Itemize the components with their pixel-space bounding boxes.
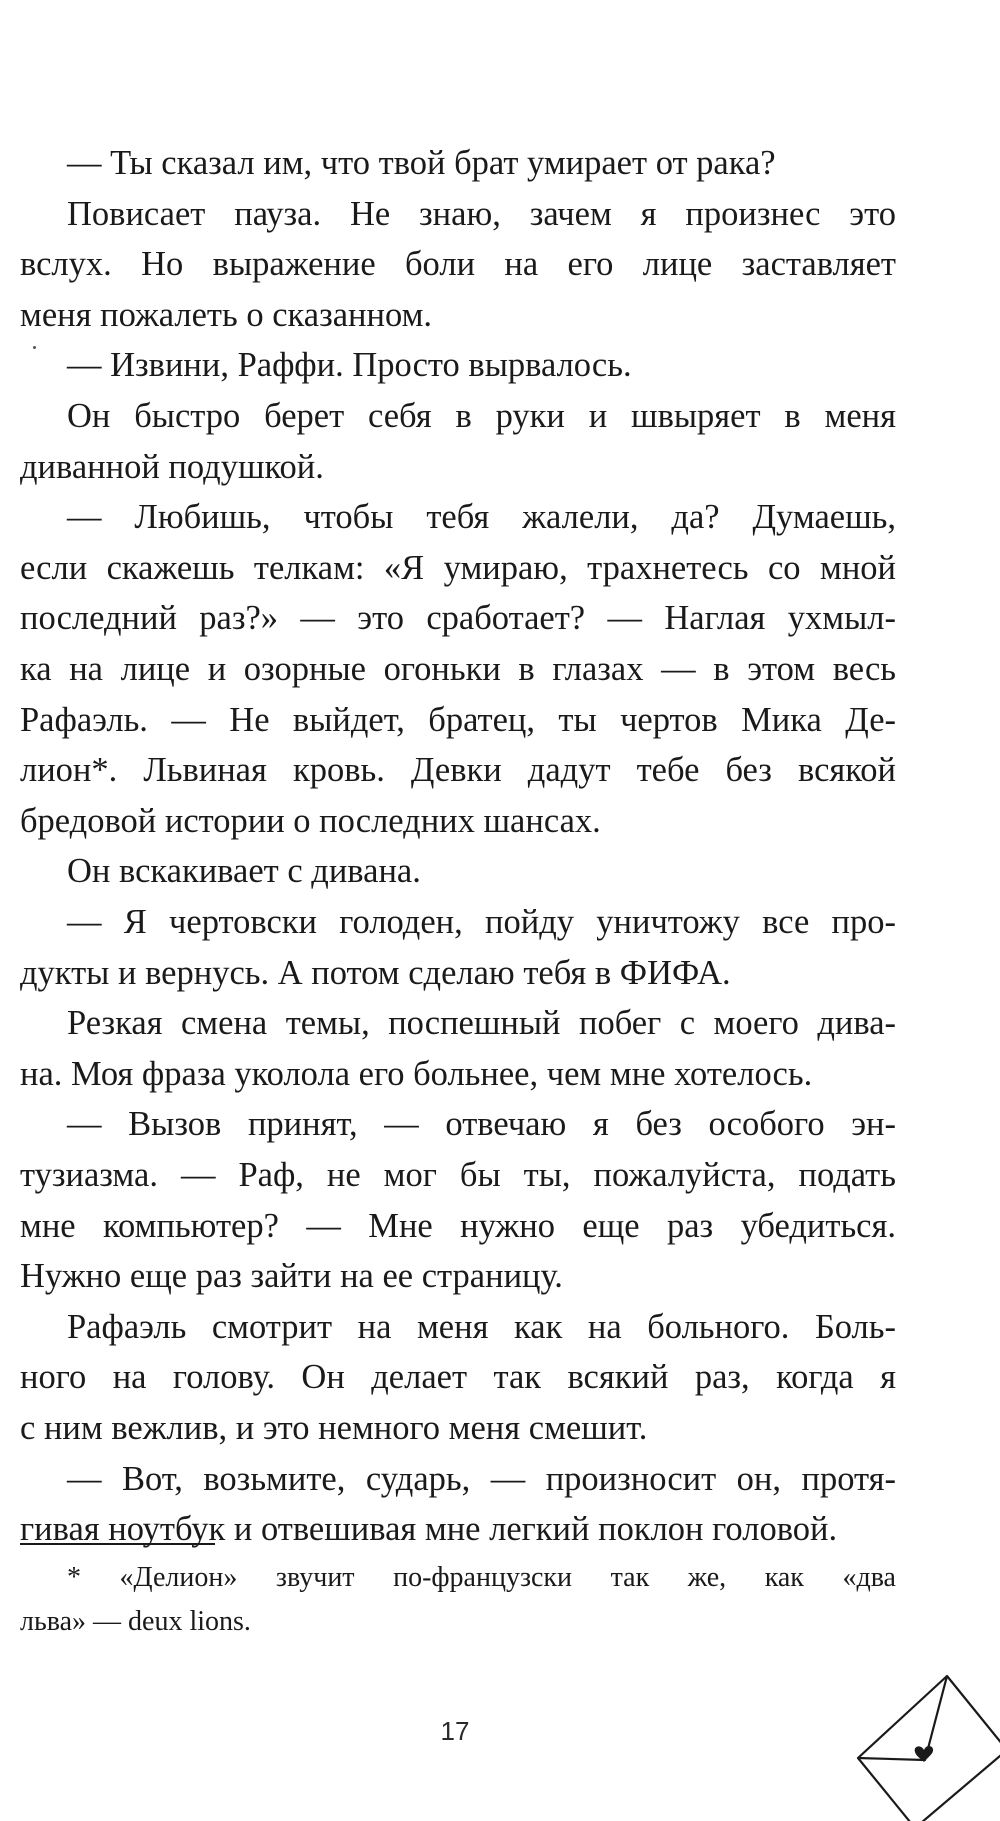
text-line: Он быстро берет себя в руки и швыряет в меня: [67, 397, 896, 435]
text-line: Резкая смена темы, поспешный побег с моего дива-: [67, 1004, 896, 1043]
text-line: диванной подушкой.: [20, 447, 324, 486]
text-line: меня пожалеть о сказанном.: [20, 295, 433, 334]
text-line: если скажешь телкам: «Я умираю, трахнетесь со мной: [20, 548, 896, 587]
text-line: — Вызов принят, — отвечаю я без особого эн-: [67, 1105, 896, 1144]
text-line: Рафаэль смотрит на меня как на больного. Боль-: [67, 1307, 896, 1346]
text-line: с ним вежлив, и это немного меня смешит.: [20, 1409, 648, 1447]
text-line: на. Моя фраза уколола его больнее, чем мне хотелось.: [20, 1054, 813, 1093]
text-line: Он вскакивает с дивана.: [67, 852, 421, 891]
text-line: бредовой истории о последних шансах.: [20, 801, 601, 840]
envelope-heart-icon: [855, 1648, 1000, 1821]
page-number: 17: [440, 1716, 470, 1746]
text-line: — Любишь, чтобы тебя жалели, да? Думаешь,: [67, 498, 896, 537]
text-line: ка на лице и озорные огоньки в глазах — в этом весь: [20, 650, 896, 688]
text-line: тузиазма. — Раф, не мог бы ты, пожалуйста, подать: [20, 1156, 896, 1194]
text-line: Рафаэль. — Не выйдет, братец, ты чертов Мика Де-: [20, 700, 896, 739]
text-line: — Ты сказал им, что твой брат умирает от рака?: [67, 144, 776, 182]
text-line: последний раз?» — это сработает? — Наглая ухмыл-: [20, 599, 896, 638]
text-line: лион*. Львиная кровь. Девки дадут тебе без всякой: [20, 751, 896, 790]
text-line: мне компьютер? — Мне нужно еще раз убедиться.: [20, 1206, 896, 1245]
text-line: — Извини, Раффи. Просто вырвалось.: [67, 346, 632, 385]
text-line: — Вот, возьмите, сударь, — произносит он, протя-: [67, 1459, 896, 1498]
footnote-divider: [20, 1543, 215, 1545]
footnote-line: льва» — deux lions.: [20, 1606, 251, 1637]
footnote-line: * «Делион» звучит по-французски так же, как «два: [67, 1562, 896, 1593]
text-line: дукты и вернусь. А потом сделаю тебя в ФИФА.: [20, 953, 731, 992]
text-line: Повисает пауза. Не знаю, зачем я произнес это: [67, 194, 896, 233]
text-line: гивая ноутбук и отвешивая мне легкий поклон головой.: [20, 1510, 838, 1549]
text-line: — Я чертовски голоден, пойду уничтожу все про-: [67, 903, 896, 941]
text-line: Нужно еще раз зайти на ее страницу.: [20, 1257, 563, 1296]
text-line: вслух. Но выражение боли на его лице заставляет: [20, 245, 896, 284]
text-line: ного на голову. Он делает так всякий раз, когда я: [20, 1358, 896, 1397]
